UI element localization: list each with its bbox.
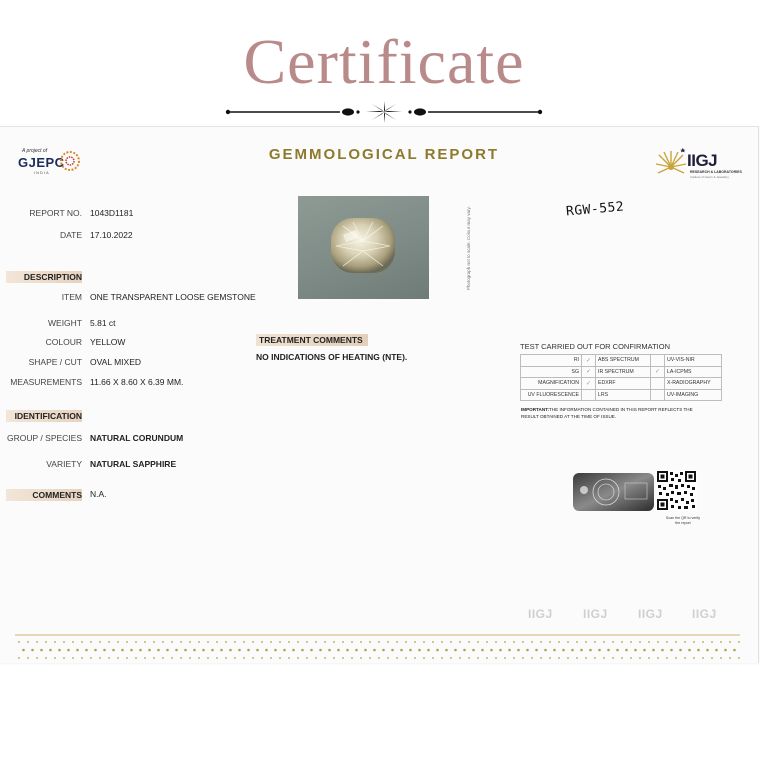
check-icon xyxy=(651,378,665,390)
check-icon xyxy=(651,355,665,367)
description-section-label: DESCRIPTION xyxy=(6,271,82,283)
variety-label: VARIETY xyxy=(46,459,82,469)
hologram-seal-icon xyxy=(573,473,654,511)
test-name: RI xyxy=(521,355,582,367)
check-icon: ✓ xyxy=(582,366,596,378)
decorative-border-icon xyxy=(15,634,740,662)
test-name: UV-IMAGING xyxy=(665,389,722,401)
shape-cut-value: OVAL MIXED xyxy=(90,357,142,367)
iigj-logo-sub2: Institute of Gems & Jewellery xyxy=(690,175,729,179)
divider-ornament-icon xyxy=(0,98,768,126)
check-icon xyxy=(582,389,596,401)
treatment-comments-title: TREATMENT COMMENTS xyxy=(256,334,368,346)
colour-label: COLOUR xyxy=(45,337,82,347)
gemstone-image-icon xyxy=(298,196,429,299)
item-label: ITEM xyxy=(61,292,82,302)
check-icon xyxy=(651,389,665,401)
test-name: LA-ICPMS xyxy=(665,366,722,378)
check-icon: ✓ xyxy=(651,366,665,378)
watermark-logo: IIGJ xyxy=(638,607,663,621)
measurements-label: MEASUREMENTS xyxy=(10,377,82,387)
report-title: GEMMOLOGICAL REPORT xyxy=(268,146,500,163)
test-name: LRS xyxy=(596,389,651,401)
watermark-logo: IIGJ xyxy=(692,607,717,621)
group-species-label: GROUP / SPECIES xyxy=(7,433,82,443)
treatment-comments-text: NO INDICATIONS OF HEATING (NTE). xyxy=(256,352,408,362)
iigj-logo-icon xyxy=(654,147,688,179)
report-no-label: REPORT NO. xyxy=(29,208,82,218)
identification-section-label: IDENTIFICATION xyxy=(6,410,82,422)
weight-label: WEIGHT xyxy=(48,318,82,328)
report-no-value: 1043D1181 xyxy=(90,208,134,218)
table-row xyxy=(521,355,722,367)
test-name: UV-VIS-NIR xyxy=(665,355,722,367)
table-row xyxy=(521,366,722,378)
photo-disclaimer: Photograph not to scale. Colour may vary. xyxy=(466,206,471,290)
tests-title: TEST CARRIED OUT FOR CONFIRMATION xyxy=(520,342,671,351)
date-value: 17.10.2022 xyxy=(90,230,133,240)
test-name: ABS SPECTRUM xyxy=(596,355,651,367)
important-note xyxy=(521,406,701,420)
date-label: DATE xyxy=(59,230,82,240)
page-heading: Certificate xyxy=(243,26,525,97)
group-species-value: NATURAL CORUNDUM xyxy=(90,433,184,443)
check-icon: ✓ xyxy=(582,378,596,390)
gjepc-logo-sub: INDIA xyxy=(34,170,50,175)
table-row xyxy=(521,389,722,401)
test-name: SG xyxy=(521,366,582,378)
gjepc-tagline: A project of xyxy=(22,148,48,154)
qr-code-icon[interactable] xyxy=(656,470,697,511)
test-name: MAGNIFICATION xyxy=(521,378,582,390)
tests-table xyxy=(520,354,722,401)
watermark-logo: IIGJ xyxy=(528,607,553,621)
comments-value: N.A. xyxy=(90,489,107,499)
measurements-value: 11.66 X 8.60 X 6.39 MM. xyxy=(90,377,184,387)
weight-value: 5.81 ct xyxy=(90,318,116,328)
watermark-logo: IIGJ xyxy=(583,607,608,621)
item-value: ONE TRANSPARENT LOOSE GEMSTONE xyxy=(90,292,256,302)
gemstone-photo xyxy=(298,196,429,299)
important-note-label: IMPORTANT: xyxy=(521,407,549,412)
check-icon: ✓ xyxy=(582,355,596,367)
iigj-logo-sub: RESEARCH & LABORATORIES xyxy=(690,170,742,174)
test-name: IR SPECTRUM xyxy=(596,366,651,378)
gjepc-logo-text: GJEPC xyxy=(18,155,65,170)
test-name: EDXRF xyxy=(596,378,651,390)
iigj-logo-text: IIGJ xyxy=(687,151,718,170)
comments-section-label: COMMENTS xyxy=(6,489,82,501)
test-name: X-RADIOGRAPHY xyxy=(665,378,722,390)
handwritten-reference: RGW-552 xyxy=(565,199,625,220)
shape-cut-label: SHAPE / CUT xyxy=(28,357,82,367)
test-name: UV FLUORESCENCE xyxy=(521,389,582,401)
important-note-text: THE INFORMATION CONTAINED IN THIS REPORT REFLECTS THE RESULT OBTAINED AT THE TIME OF ISSUE. xyxy=(521,407,693,419)
table-row xyxy=(521,378,722,390)
variety-value: NATURAL SAPPHIRE xyxy=(90,459,177,469)
colour-value: YELLOW xyxy=(90,337,126,347)
qr-caption: Scan the QR to verify the report xyxy=(665,516,701,525)
